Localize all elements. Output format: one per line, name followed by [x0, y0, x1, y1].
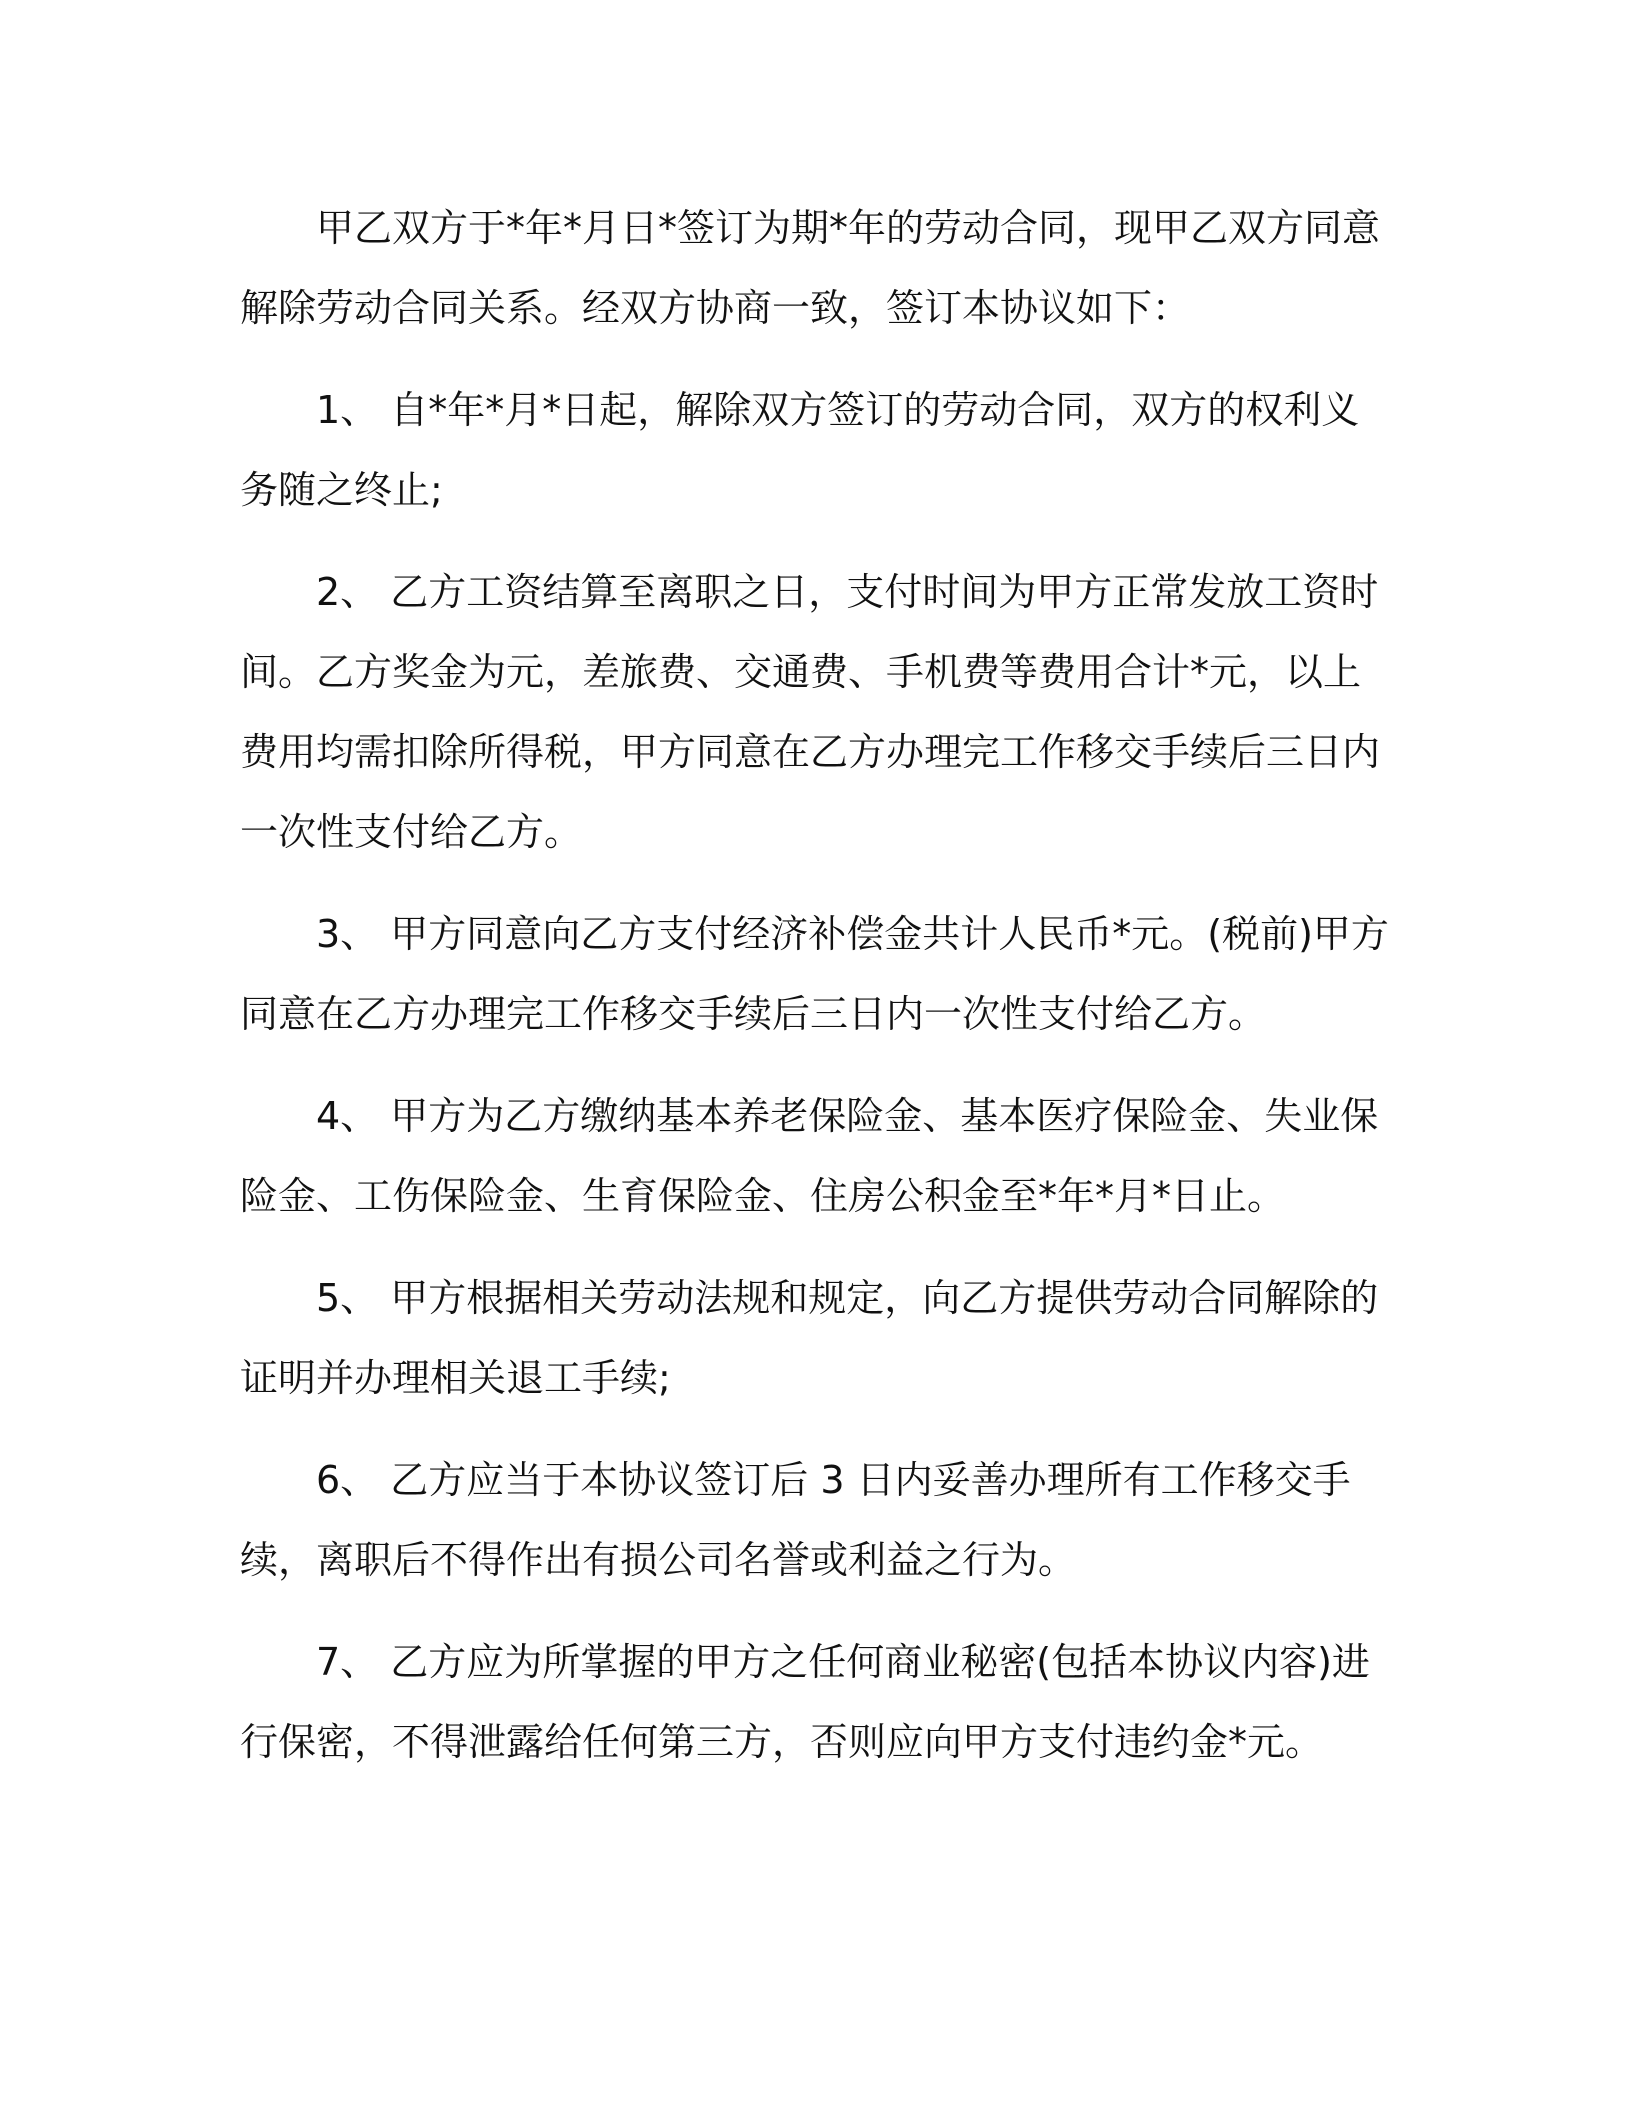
document-body: [240, 188, 1396, 1782]
clause-5: 5、 甲方根据相关劳动法规和规定，向乙方提供劳动合同解除的证明并办理相关退工手续;: [240, 1276, 1379, 1400]
clause-7: 7、 乙方应为所掌握的甲方之任何商业秘密(包括本协议内容)进行保密，不得泄露给任何第三方，否则应向甲方支付违约金*元。: [240, 1640, 1370, 1764]
clause-1: 1、 自*年*月*日起，解除双方签订的劳动合同，双方的权利义务随之终止;: [240, 388, 1360, 512]
clause-6: 6、 乙方应当于本协议签订后 3 日内妥善办理所有工作移交手续，离职后不得作出有损公司名誉或利益之行为。: [240, 1458, 1351, 1582]
intro-paragraph: 甲乙双方于*年*月日*签订为期*年的劳动合同，现甲乙双方同意解除劳动合同关系。经双方协商一致，签订本协议如下：: [240, 206, 1381, 330]
clause-4: 4、 甲方为乙方缴纳基本养老保险金、基本医疗保险金、失业保险金、工伤保险金、生育保险金、住房公积金至*年*月*日止。: [240, 1094, 1379, 1218]
clause-3: 3、 甲方同意向乙方支付经济补偿金共计人民币*元。(税前)甲方同意在乙方办理完工作移交手续后三日内一次性支付给乙方。: [240, 912, 1389, 1036]
clause-2: 2、 乙方工资结算至离职之日，支付时间为甲方正常发放工资时间。乙方奖金为元，差旅费、交通费、手机费等费用合计*元，以上费用均需扣除所得税，甲方同意在乙方办理完工作移交手续后三日内一次性支付给乙方。: [240, 570, 1381, 854]
